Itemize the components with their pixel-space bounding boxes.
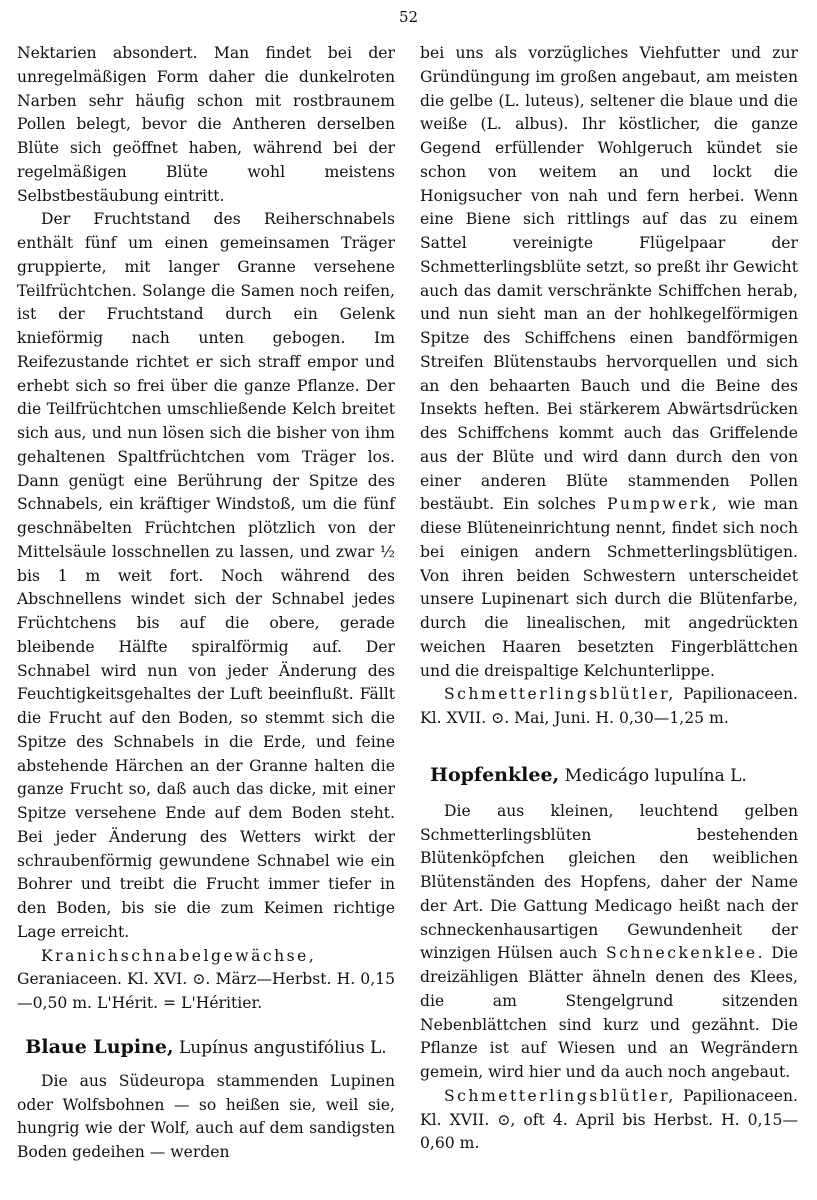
page-number: 52 xyxy=(398,8,419,26)
paragraph: Nektarien absondert. Man findet bei der unregelmäßigen Form daher die dunkelroten Narben sehr häufig schon mit rostbraunem Pollen belegt, bevor die Antheren derselben Blüte sich geöffnet haben, während bei der regelmäßigen Blüte wohl meistens Selbstbestäubung eintritt. xyxy=(17,44,395,205)
paragraph: Die aus Südeuropa stammenden Lupinen oder Wolfsbohnen — so heißen sie, weil sie, hungrig wie der Wolf, auch auf dem sandigsten Boden gedeihen — werden xyxy=(17,1071,395,1161)
section-heading-hopfenklee xyxy=(420,761,798,790)
classification-details: Geraniaceen. Kl. XVI. ⊙. März—Herbst. H. 0,15—0,50 m. L'Hérit. = L'Héritier. xyxy=(17,970,395,1012)
paragraph: Der Fruchtstand des Reiherschnabels enthält fünf um einen gemeinsamen Träger gruppierte, mit langer Granne versehene Teilfrüchtchen. Solange die Samen noch reifen, ist der Fruchtstand durch ein Gelenk knieförmig nach unten gebogen. Im Reifezustande richtet er sich straff empor und erhebt sich so frei über die ganze Pflanze. Der die Teilfrüchtchen umschließende Kelch breitet sich aus, und nun lösen sich die bisher von ihm gehaltenen Spaltfrüchtchen vom Träger los. Dann genügt eine Berührung der Spitze des Schnabels, ein kräftiger Windstoß, um die fünf geschnäbelten Früchtchen plötzlich von der Mittelsäule losschnellen zu lassen, und zwar ½ bis 1 m weit fort. Noch während des Abschnellens windet sich der Schnabel jedes Früchtchens bis auf die obere, gerade bleibende Hälfte spiralförmig auf. Der Schnabel wird nun von jeder Änderung des Feuchtigkeitsgehaltes der Luft beeinflußt. Fällt die Frucht auf den Boden, so stemmt sich die Spitze des Schnabels in die Erde, und feine abstehende Härchen an der Granne halten die ganze Frucht so, daß auch das dicke, mit einer Spitze versehene Ende auf dem Boden steht. Bei jeder Änderung des Wetters wirkt der schraubenförmig gewundene Schnabel wie ein Bohrer und treibt die Frucht immer tiefer in den Boden, bis sie die zum Keimen richtige Lage erreicht. xyxy=(17,210,395,941)
emphasized-term: Pumpwerk, xyxy=(595,495,720,514)
family-name: Schmetterlingsblütler, xyxy=(444,685,676,704)
emphasized-term: Schneckenklee. xyxy=(597,944,766,963)
classification-line xyxy=(420,683,798,731)
heading-latin-name: Medicágo lupulína L. xyxy=(559,765,747,786)
family-name: Schmetterlingsblütler, xyxy=(444,1086,676,1105)
classification-details: Papilionaceen. Kl. XVII. ⊙. Mai, Juni. H. 0,30—1,25 m. xyxy=(420,685,798,727)
left-column xyxy=(17,42,395,1165)
classification-line xyxy=(420,1085,798,1156)
paragraph-text: Die aus kleinen, leuchtend gelben Schmetterlingsblüten bestehenden Blütenköpfchen gleichen den weiblichen Blütenständen des Hopfens, daher der Name der Art. Die Gattung Medicago heißt nach der schneckenhausartigen Gewundenheit der winzigen Hülsen auch xyxy=(420,801,798,963)
heading-common-name: Blaue Lupine, xyxy=(25,1035,174,1058)
heading-latin-name: Lupínus angustifólius L. xyxy=(173,1037,387,1058)
family-name: Kranichschnabelgewächse, xyxy=(41,946,317,965)
paragraph-text: wie man diese Blüteneinrichtung nennt, findet sich noch bei einigen andern Schmetterlingsblütigen. Von ihren beiden Schwestern unterscheidet unsere Lupinenart sich durch die Blütenfarbe, durch die linealischen, mit angedrückten weichen Haaren besetzten Fingerblättchen und die dreispaltige Kelchunterlippe. xyxy=(420,495,798,680)
section-heading-blaue-lupine xyxy=(17,1033,395,1062)
classification-line xyxy=(17,945,395,1016)
paragraph-text: bei uns als vorzügliches Viehfutter und zur Gründüngung im großen angebaut, am meisten die gelbe (L. luteus), seltener die blaue und die weiße (L. albus). Ihr köstlicher, die ganze Gegend erfüllender Wohlgeruch kündet sie schon von weitem an und lockt die Honigsucher von nah und fern herbei. Wenn eine Biene sich rittlings auf das zu einem Sattel vereinigte Flügelpaar der Schmetterlingsblüte setzt, so preßt ihr Gewicht auch das damit verschränkte Schiffchen herab, und nun sieht man an der hohlkegelförmigen Spitze des Schiffchens einen bandförmigen Streifen Blütenstaubs hervorquellen und sich an den behaarten Bauch und die Beine des Insekts heften. Bei stärkerem Abwärtsdrücken des Schiffchens kommt auch das Griffelende aus der Blüte und wird dann durch den von einer anderen Blüte stammenden Pollen bestäubt. Ein solches xyxy=(420,44,798,514)
paragraph xyxy=(420,800,798,1085)
paragraph xyxy=(420,42,798,683)
right-column xyxy=(420,42,798,1156)
classification-details: Papilionaceen. Kl. XVII. ⊙, oft 4. April bis Herbst. H. 0,15—0,60 m. xyxy=(420,1086,798,1153)
paragraph-text: Die dreizähligen Blätter ähneln denen des Klees, die am Stengelgrund sitzenden Nebenblättchen sind kurz und gezähnt. Die Pflanze ist auf Wiesen und an Wegrändern gemein, wird hier und da auch noch angebaut. xyxy=(420,944,798,1081)
heading-common-name: Hopfenklee, xyxy=(430,763,560,786)
